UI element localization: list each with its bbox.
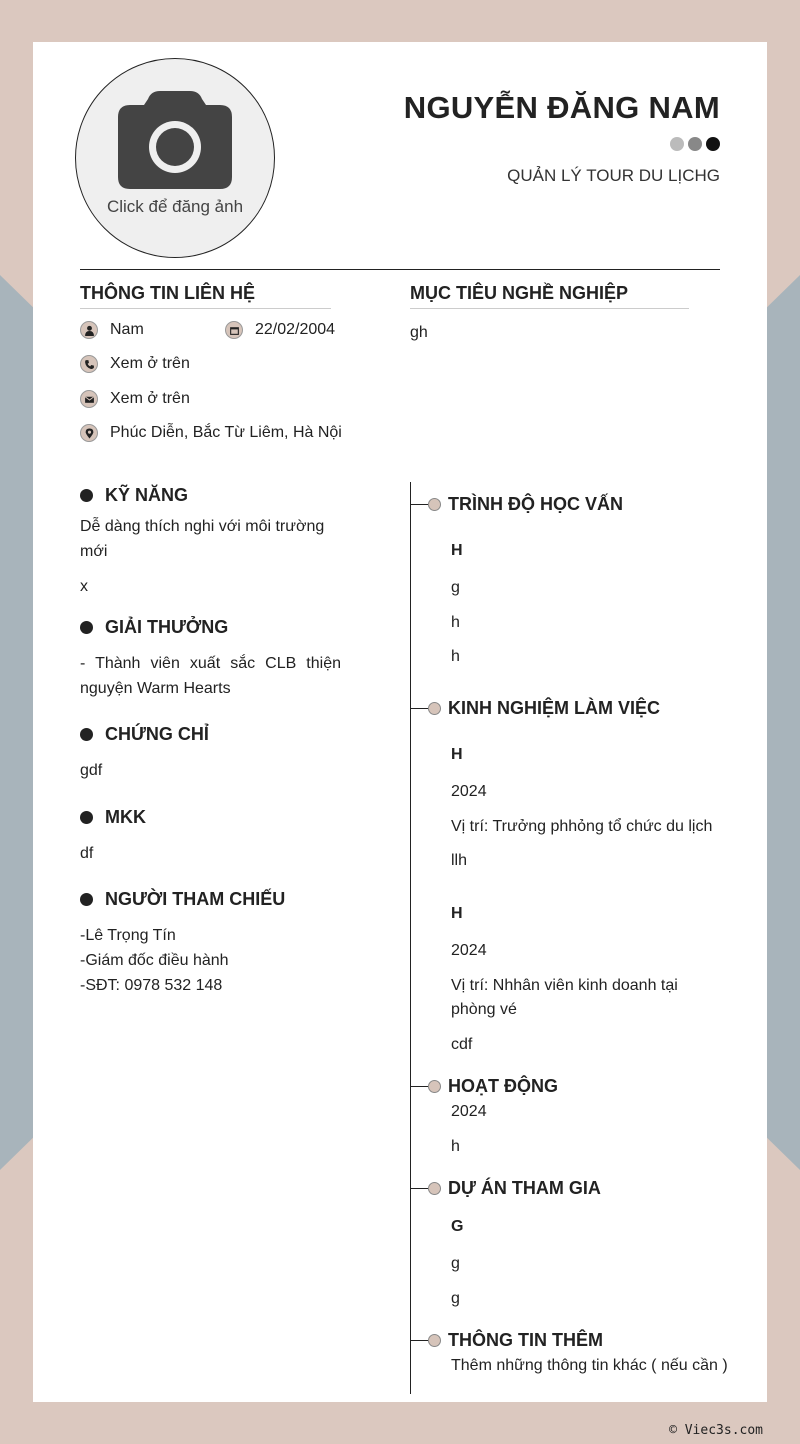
header-divider bbox=[80, 269, 720, 270]
birthdate-row bbox=[225, 321, 335, 339]
phone-row bbox=[80, 355, 190, 373]
activities-heading bbox=[410, 1076, 558, 1097]
timeline-dot bbox=[428, 1182, 441, 1195]
experience-title: KINH NGHIỆM LÀM VIỆC bbox=[448, 698, 661, 718]
mail-icon bbox=[80, 390, 98, 408]
phone-icon bbox=[80, 355, 98, 373]
job1-role: Vị trí: Trưởng phhỏng tổ chức du lịch bbox=[451, 818, 713, 835]
objective-underline bbox=[410, 308, 689, 309]
objective-section bbox=[410, 283, 689, 309]
bullet-icon bbox=[80, 811, 93, 824]
project-line-2: g bbox=[451, 1290, 460, 1307]
education-title: TRÌNH ĐỘ HỌC VẤN bbox=[448, 494, 623, 514]
avatar-upload[interactable] bbox=[75, 58, 275, 258]
address-value: Phúc Diễn, Bắc Từ Liêm, Hà Nội bbox=[110, 424, 342, 441]
extra-text: Thêm những thông tin khác ( nếu cần ) bbox=[451, 1357, 728, 1374]
extra-heading bbox=[410, 1330, 603, 1351]
refs-title-text: NGƯỜI THAM CHIẾU bbox=[105, 889, 286, 909]
projects-heading bbox=[410, 1178, 601, 1199]
activities-year: 2024 bbox=[451, 1103, 487, 1120]
awards-title bbox=[80, 617, 228, 638]
job2-role-line-2: phòng vé bbox=[451, 1001, 517, 1018]
contact-section bbox=[80, 283, 331, 309]
certs-title-text: CHỨNG CHỈ bbox=[105, 724, 209, 744]
bullet-icon bbox=[80, 893, 93, 906]
candidate-name: NGUYỄN ĐĂNG NAM bbox=[403, 90, 720, 125]
avatar-caption: Click để đăng ảnh bbox=[106, 197, 244, 216]
timeline-line bbox=[410, 482, 411, 1394]
mkk-title-text: MKK bbox=[105, 807, 146, 827]
awards-title-text: GIẢI THƯỞNG bbox=[105, 617, 229, 637]
activities-text: h bbox=[451, 1138, 460, 1155]
timeline-dot bbox=[428, 498, 441, 511]
timeline-dot bbox=[428, 1334, 441, 1347]
refs-title bbox=[80, 889, 285, 910]
certs-text: gdf bbox=[80, 762, 103, 779]
bullet-icon bbox=[80, 489, 93, 502]
education-school: H bbox=[451, 542, 463, 559]
gender-row bbox=[80, 321, 144, 339]
bullet-icon bbox=[80, 728, 93, 741]
right-side-band bbox=[767, 275, 800, 1170]
dot-mid bbox=[688, 137, 702, 151]
copyright: © Viec3s.com bbox=[669, 1423, 763, 1438]
job2-role-line-1: Vị trí: Nhhân viên kinh doanh tại bbox=[451, 977, 678, 994]
phone-value: Xem ở trên bbox=[110, 355, 190, 372]
education-line-3: h bbox=[451, 648, 460, 665]
job-title: QUẢN LÝ TOUR DU LỊCHG bbox=[507, 166, 720, 185]
experience-heading bbox=[410, 698, 660, 719]
education-line-2: h bbox=[451, 614, 460, 631]
contact-title: THÔNG TIN LIÊN HỆ bbox=[80, 283, 255, 303]
job2-company: H bbox=[451, 905, 463, 922]
cv-page bbox=[33, 42, 767, 1402]
timeline-dot bbox=[428, 702, 441, 715]
timeline-dot bbox=[428, 1080, 441, 1093]
skills-title-text: KỸ NĂNG bbox=[105, 485, 189, 505]
left-side-band bbox=[0, 275, 33, 1170]
skills-line-1: Dễ dàng thích nghi với môi trường bbox=[80, 518, 325, 535]
extra-title: THÔNG TIN THÊM bbox=[448, 1330, 603, 1350]
timeline-tick bbox=[410, 1188, 428, 1189]
job1-company: H bbox=[451, 746, 463, 763]
timeline-tick bbox=[410, 504, 428, 505]
email-row bbox=[80, 390, 190, 408]
refs-line-1: -Lê Trọng Tín bbox=[80, 927, 176, 944]
calendar-icon bbox=[225, 321, 243, 339]
job1-desc: llh bbox=[451, 852, 468, 869]
job2-year: 2024 bbox=[451, 942, 487, 959]
person-icon bbox=[80, 321, 98, 339]
skills-line-3: x bbox=[80, 578, 88, 595]
project-line-1: g bbox=[451, 1255, 460, 1272]
birthdate-value: 22/02/2004 bbox=[255, 321, 336, 338]
email-value: Xem ở trên bbox=[110, 390, 190, 407]
awards-line-1: - Thành viên xuất sắc CLB thiện bbox=[80, 655, 341, 672]
mkk-title bbox=[80, 807, 146, 828]
camera-icon bbox=[118, 91, 232, 189]
awards-line-2: nguyện Warm Hearts bbox=[80, 680, 231, 697]
skills-line-2: mới bbox=[80, 543, 108, 560]
projects-title: DỰ ÁN THAM GIA bbox=[448, 1178, 601, 1198]
gender-value: Nam bbox=[110, 321, 144, 338]
contact-underline bbox=[80, 308, 331, 309]
project-name: G bbox=[451, 1218, 464, 1235]
job1-year: 2024 bbox=[451, 783, 487, 800]
dot-light bbox=[670, 137, 684, 151]
certs-title bbox=[80, 724, 209, 745]
timeline-tick bbox=[410, 1086, 428, 1087]
location-pin-icon bbox=[80, 424, 98, 442]
address-row bbox=[80, 424, 342, 442]
mkk-text: df bbox=[80, 845, 94, 862]
education-heading bbox=[410, 494, 623, 515]
skills-title bbox=[80, 485, 188, 506]
job2-desc: cdf bbox=[451, 1036, 473, 1053]
activities-title: HOẠT ĐỘNG bbox=[448, 1076, 558, 1096]
bullet-icon bbox=[80, 621, 93, 634]
timeline-tick bbox=[410, 1340, 428, 1341]
objective-title: MỤC TIÊU NGHỀ NGHIỆP bbox=[410, 283, 629, 303]
dot-dark bbox=[706, 137, 720, 151]
objective-text: gh bbox=[410, 324, 428, 341]
timeline-tick bbox=[410, 708, 428, 709]
refs-line-2: -Giám đốc điều hành bbox=[80, 952, 229, 969]
refs-line-3: -SĐT: 0978 532 148 bbox=[80, 977, 223, 994]
education-line-1: g bbox=[451, 579, 460, 596]
decor-dots bbox=[670, 137, 720, 151]
